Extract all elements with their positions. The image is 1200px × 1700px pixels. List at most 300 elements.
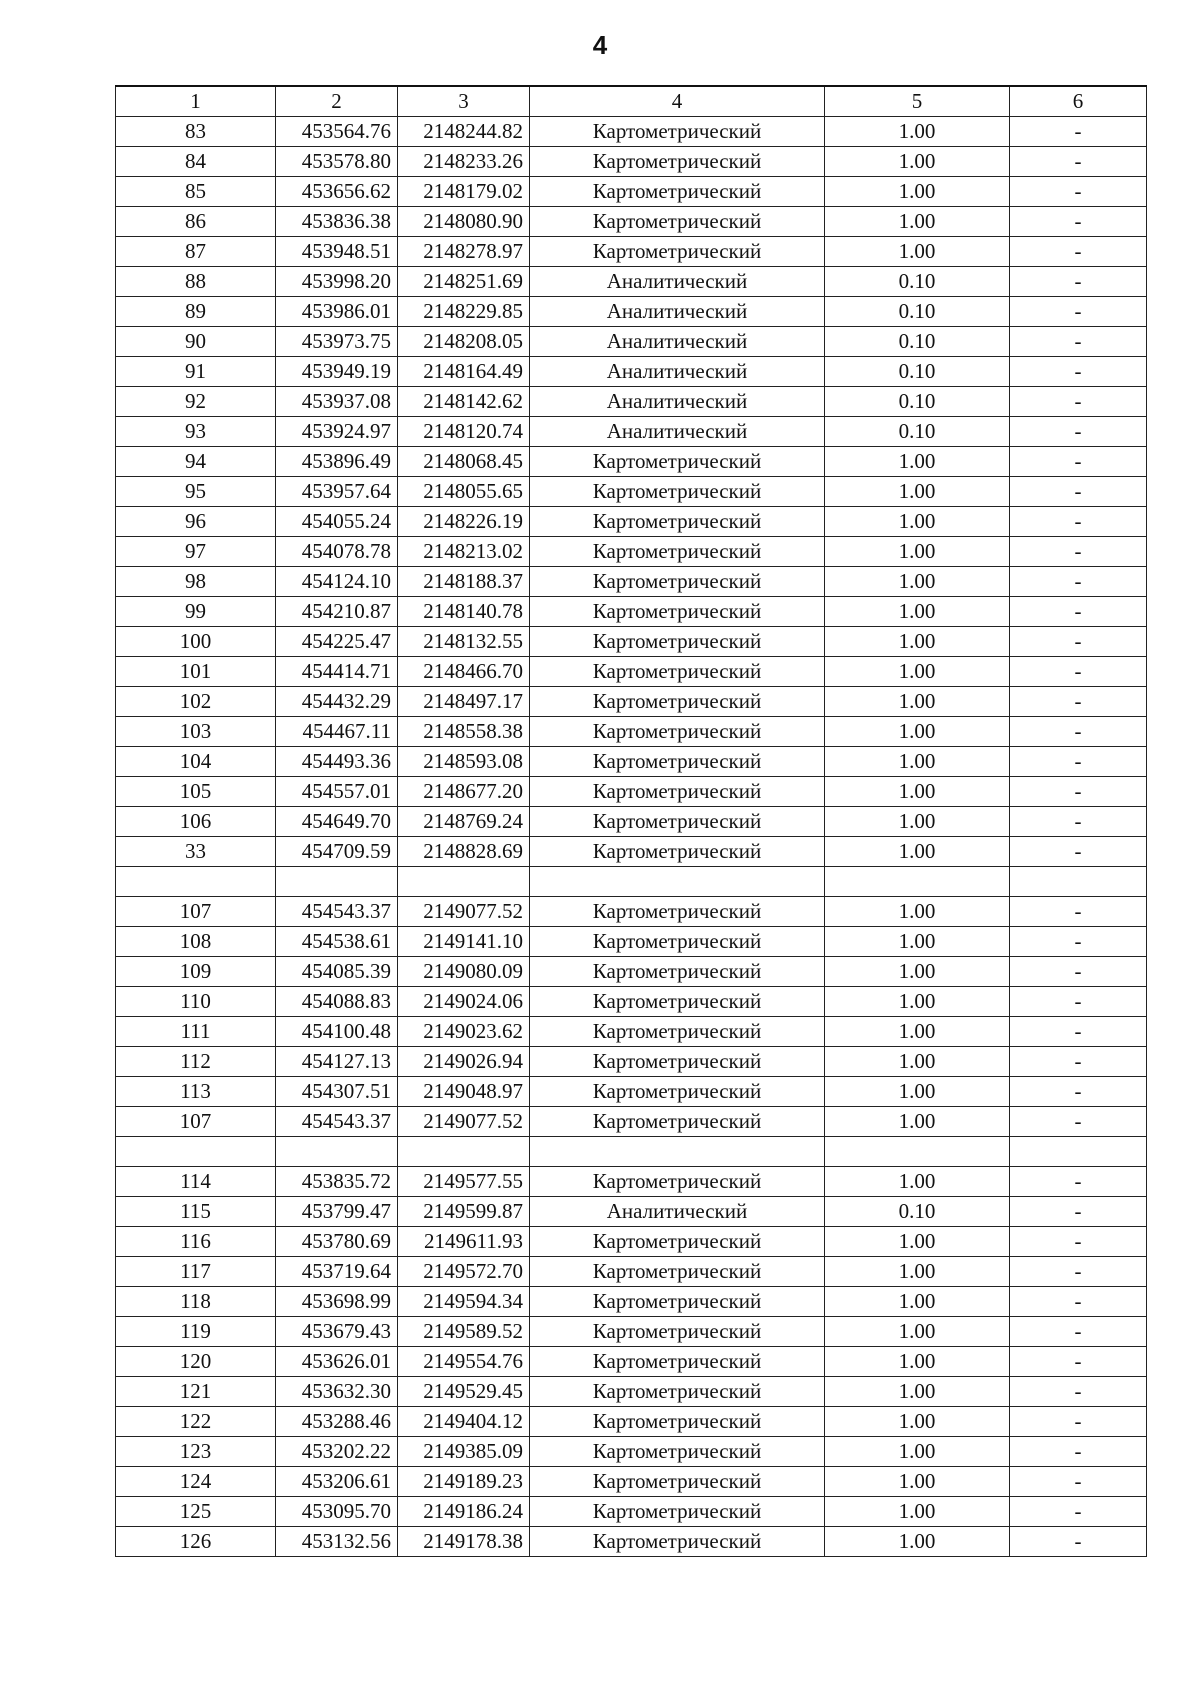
accuracy-cell: 1.00 (825, 1227, 1010, 1257)
point-number-cell: 110 (116, 987, 276, 1017)
accuracy-cell: 1.00 (825, 1017, 1010, 1047)
x-coordinate-cell: 453998.20 (276, 267, 398, 297)
note-cell: - (1010, 177, 1147, 207)
note-cell (1010, 867, 1147, 897)
y-coordinate-cell: 2149589.52 (398, 1317, 530, 1347)
method-cell: Аналитический (530, 387, 825, 417)
note-cell: - (1010, 1017, 1147, 1047)
method-cell: Аналитический (530, 417, 825, 447)
accuracy-cell: 0.10 (825, 267, 1010, 297)
note-cell: - (1010, 267, 1147, 297)
x-coordinate-cell: 453698.99 (276, 1287, 398, 1317)
table-row (116, 1377, 1147, 1407)
point-number-cell: 111 (116, 1017, 276, 1047)
method-cell: Картометрический (530, 447, 825, 477)
table-row (116, 237, 1147, 267)
point-number-cell: 123 (116, 1437, 276, 1467)
accuracy-cell: 1.00 (825, 1527, 1010, 1557)
column-header: 6 (1010, 86, 1147, 117)
x-coordinate-cell: 454414.71 (276, 657, 398, 687)
x-coordinate-cell: 453948.51 (276, 237, 398, 267)
note-cell: - (1010, 327, 1147, 357)
x-coordinate-cell: 453780.69 (276, 1227, 398, 1257)
y-coordinate-cell: 2149077.52 (398, 897, 530, 927)
accuracy-cell: 1.00 (825, 1347, 1010, 1377)
point-number-cell: 126 (116, 1527, 276, 1557)
note-cell: - (1010, 807, 1147, 837)
table-row (116, 957, 1147, 987)
x-coordinate-cell (276, 1137, 398, 1167)
x-coordinate-cell: 454538.61 (276, 927, 398, 957)
note-cell: - (1010, 597, 1147, 627)
y-coordinate-cell: 2148828.69 (398, 837, 530, 867)
y-coordinate-cell: 2149141.10 (398, 927, 530, 957)
x-coordinate-cell: 453202.22 (276, 1437, 398, 1467)
method-cell: Картометрический (530, 927, 825, 957)
accuracy-cell: 1.00 (825, 1047, 1010, 1077)
method-cell: Картометрический (530, 837, 825, 867)
x-coordinate-cell: 454088.83 (276, 987, 398, 1017)
accuracy-cell: 1.00 (825, 1407, 1010, 1437)
x-coordinate-cell: 453288.46 (276, 1407, 398, 1437)
y-coordinate-cell: 2148677.20 (398, 777, 530, 807)
x-coordinate-cell: 454085.39 (276, 957, 398, 987)
point-number-cell: 96 (116, 507, 276, 537)
note-cell: - (1010, 357, 1147, 387)
x-coordinate-cell: 453719.64 (276, 1257, 398, 1287)
x-coordinate-cell: 453835.72 (276, 1167, 398, 1197)
note-cell (1010, 1137, 1147, 1167)
y-coordinate-cell: 2149024.06 (398, 987, 530, 1017)
x-coordinate-cell: 454055.24 (276, 507, 398, 537)
point-number-cell: 125 (116, 1497, 276, 1527)
table-row (116, 177, 1147, 207)
separator-row (116, 867, 1147, 897)
table-row (116, 1017, 1147, 1047)
method-cell: Картометрический (530, 1347, 825, 1377)
method-cell: Картометрический (530, 1407, 825, 1437)
note-cell: - (1010, 387, 1147, 417)
note-cell: - (1010, 537, 1147, 567)
point-number-cell: 106 (116, 807, 276, 837)
table-body (116, 117, 1147, 1557)
method-cell: Картометрический (530, 507, 825, 537)
method-cell: Аналитический (530, 327, 825, 357)
y-coordinate-cell: 2148466.70 (398, 657, 530, 687)
note-cell: - (1010, 1047, 1147, 1077)
method-cell: Картометрический (530, 987, 825, 1017)
point-number-cell: 107 (116, 897, 276, 927)
table-row (116, 357, 1147, 387)
point-number-cell: 91 (116, 357, 276, 387)
method-cell: Картометрический (530, 567, 825, 597)
table-row (116, 267, 1147, 297)
separator-row (116, 1137, 1147, 1167)
accuracy-cell: 0.10 (825, 357, 1010, 387)
y-coordinate-cell: 2148140.78 (398, 597, 530, 627)
accuracy-cell: 1.00 (825, 1467, 1010, 1497)
note-cell: - (1010, 1527, 1147, 1557)
y-coordinate-cell: 2148769.24 (398, 807, 530, 837)
y-coordinate-cell: 2149572.70 (398, 1257, 530, 1287)
x-coordinate-cell: 453656.62 (276, 177, 398, 207)
table-row (116, 507, 1147, 537)
table-row (116, 477, 1147, 507)
table-row (116, 1257, 1147, 1287)
note-cell: - (1010, 147, 1147, 177)
note-cell: - (1010, 747, 1147, 777)
table-row (116, 837, 1147, 867)
method-cell: Аналитический (530, 1197, 825, 1227)
x-coordinate-cell: 453924.97 (276, 417, 398, 447)
method-cell (530, 867, 825, 897)
y-coordinate-cell: 2148233.26 (398, 147, 530, 177)
point-number-cell: 90 (116, 327, 276, 357)
method-cell: Аналитический (530, 357, 825, 387)
y-coordinate-cell: 2148179.02 (398, 177, 530, 207)
x-coordinate-cell: 454649.70 (276, 807, 398, 837)
note-cell: - (1010, 777, 1147, 807)
table-row (116, 1527, 1147, 1557)
note-cell: - (1010, 837, 1147, 867)
table-row (116, 1467, 1147, 1497)
table-row (116, 717, 1147, 747)
method-cell: Картометрический (530, 177, 825, 207)
method-cell: Картометрический (530, 597, 825, 627)
point-number-cell: 86 (116, 207, 276, 237)
y-coordinate-cell: 2148055.65 (398, 477, 530, 507)
accuracy-cell: 1.00 (825, 1437, 1010, 1467)
note-cell: - (1010, 1107, 1147, 1137)
accuracy-cell: 1.00 (825, 537, 1010, 567)
x-coordinate-cell: 454467.11 (276, 717, 398, 747)
x-coordinate-cell: 453564.76 (276, 117, 398, 147)
column-header: 3 (398, 86, 530, 117)
y-coordinate-cell: 2148244.82 (398, 117, 530, 147)
table-row (116, 1047, 1147, 1077)
method-cell: Аналитический (530, 267, 825, 297)
x-coordinate-cell: 453679.43 (276, 1317, 398, 1347)
point-number-cell: 97 (116, 537, 276, 567)
table-row (116, 777, 1147, 807)
accuracy-cell: 1.00 (825, 687, 1010, 717)
note-cell: - (1010, 507, 1147, 537)
y-coordinate-cell: 2149577.55 (398, 1167, 530, 1197)
method-cell: Картометрический (530, 1287, 825, 1317)
y-coordinate-cell: 2148497.17 (398, 687, 530, 717)
table-row (116, 297, 1147, 327)
method-cell: Картометрический (530, 807, 825, 837)
point-number-cell: 98 (116, 567, 276, 597)
table-row (116, 927, 1147, 957)
point-number-cell: 116 (116, 1227, 276, 1257)
y-coordinate-cell: 2149178.38 (398, 1527, 530, 1557)
point-number-cell: 87 (116, 237, 276, 267)
point-number-cell: 114 (116, 1167, 276, 1197)
method-cell: Картометрический (530, 1047, 825, 1077)
column-header: 4 (530, 86, 825, 117)
x-coordinate-cell: 453626.01 (276, 1347, 398, 1377)
table-row (116, 657, 1147, 687)
y-coordinate-cell: 2149077.52 (398, 1107, 530, 1137)
accuracy-cell: 1.00 (825, 1287, 1010, 1317)
y-coordinate-cell (398, 1137, 530, 1167)
point-number-cell: 89 (116, 297, 276, 327)
x-coordinate-cell: 454100.48 (276, 1017, 398, 1047)
point-number-cell: 122 (116, 1407, 276, 1437)
accuracy-cell: 1.00 (825, 837, 1010, 867)
x-coordinate-cell: 454432.29 (276, 687, 398, 717)
accuracy-cell: 1.00 (825, 927, 1010, 957)
table-row (116, 1107, 1147, 1137)
note-cell: - (1010, 987, 1147, 1017)
x-coordinate-cell: 454127.13 (276, 1047, 398, 1077)
note-cell: - (1010, 1257, 1147, 1287)
x-coordinate-cell: 454210.87 (276, 597, 398, 627)
accuracy-cell: 1.00 (825, 597, 1010, 627)
note-cell: - (1010, 1407, 1147, 1437)
table-row (116, 1287, 1147, 1317)
point-number-cell: 124 (116, 1467, 276, 1497)
point-number-cell: 100 (116, 627, 276, 657)
point-number-cell: 115 (116, 1197, 276, 1227)
accuracy-cell: 0.10 (825, 327, 1010, 357)
point-number-cell: 95 (116, 477, 276, 507)
table-row (116, 537, 1147, 567)
method-cell: Картометрический (530, 627, 825, 657)
x-coordinate-cell: 453937.08 (276, 387, 398, 417)
method-cell: Картометрический (530, 1167, 825, 1197)
y-coordinate-cell: 2148278.97 (398, 237, 530, 267)
method-cell: Картометрический (530, 1257, 825, 1287)
y-coordinate-cell: 2148142.62 (398, 387, 530, 417)
accuracy-cell: 1.00 (825, 1377, 1010, 1407)
table-row (116, 1167, 1147, 1197)
y-coordinate-cell: 2149404.12 (398, 1407, 530, 1437)
y-coordinate-cell: 2148132.55 (398, 627, 530, 657)
y-coordinate-cell: 2148208.05 (398, 327, 530, 357)
point-number-cell: 109 (116, 957, 276, 987)
accuracy-cell: 1.00 (825, 657, 1010, 687)
method-cell: Картометрический (530, 1077, 825, 1107)
accuracy-cell: 0.10 (825, 1197, 1010, 1227)
accuracy-cell: 1.00 (825, 207, 1010, 237)
accuracy-cell: 1.00 (825, 477, 1010, 507)
table-row (116, 627, 1147, 657)
note-cell: - (1010, 1347, 1147, 1377)
note-cell: - (1010, 207, 1147, 237)
note-cell: - (1010, 1437, 1147, 1467)
table-row (116, 387, 1147, 417)
note-cell: - (1010, 1077, 1147, 1107)
note-cell: - (1010, 1227, 1147, 1257)
x-coordinate-cell: 454225.47 (276, 627, 398, 657)
y-coordinate-cell: 2149594.34 (398, 1287, 530, 1317)
table-row (116, 897, 1147, 927)
point-number-cell: 103 (116, 717, 276, 747)
y-coordinate-cell: 2149026.94 (398, 1047, 530, 1077)
point-number-cell: 105 (116, 777, 276, 807)
x-coordinate-cell: 453896.49 (276, 447, 398, 477)
point-number-cell: 113 (116, 1077, 276, 1107)
point-number-cell: 119 (116, 1317, 276, 1347)
y-coordinate-cell: 2148593.08 (398, 747, 530, 777)
method-cell: Картометрический (530, 1437, 825, 1467)
accuracy-cell (825, 867, 1010, 897)
x-coordinate-cell: 454493.36 (276, 747, 398, 777)
table-row (116, 1317, 1147, 1347)
point-number-cell: 108 (116, 927, 276, 957)
x-coordinate-cell: 454709.59 (276, 837, 398, 867)
x-coordinate-cell: 454078.78 (276, 537, 398, 567)
table-row (116, 1197, 1147, 1227)
column-header: 5 (825, 86, 1010, 117)
method-cell: Картометрический (530, 1107, 825, 1137)
x-coordinate-cell (276, 867, 398, 897)
x-coordinate-cell: 453132.56 (276, 1527, 398, 1557)
y-coordinate-cell: 2149186.24 (398, 1497, 530, 1527)
x-coordinate-cell: 453957.64 (276, 477, 398, 507)
accuracy-cell: 1.00 (825, 447, 1010, 477)
note-cell: - (1010, 657, 1147, 687)
method-cell: Картометрический (530, 1467, 825, 1497)
x-coordinate-cell: 453799.47 (276, 1197, 398, 1227)
accuracy-cell: 1.00 (825, 627, 1010, 657)
x-coordinate-cell: 454124.10 (276, 567, 398, 597)
note-cell: - (1010, 1167, 1147, 1197)
accuracy-cell: 1.00 (825, 177, 1010, 207)
y-coordinate-cell: 2148164.49 (398, 357, 530, 387)
table-row (116, 687, 1147, 717)
table-row (116, 1497, 1147, 1527)
table-header-row (116, 86, 1147, 117)
point-number-cell: 88 (116, 267, 276, 297)
table-row (116, 567, 1147, 597)
note-cell: - (1010, 1287, 1147, 1317)
y-coordinate-cell: 2148080.90 (398, 207, 530, 237)
note-cell: - (1010, 687, 1147, 717)
method-cell: Картометрический (530, 747, 825, 777)
x-coordinate-cell: 453973.75 (276, 327, 398, 357)
y-coordinate-cell: 2149554.76 (398, 1347, 530, 1377)
accuracy-cell: 1.00 (825, 1257, 1010, 1287)
method-cell: Картометрический (530, 117, 825, 147)
method-cell: Картометрический (530, 207, 825, 237)
accuracy-cell: 1.00 (825, 1077, 1010, 1107)
y-coordinate-cell: 2149189.23 (398, 1467, 530, 1497)
method-cell: Картометрический (530, 1377, 825, 1407)
accuracy-cell: 1.00 (825, 1107, 1010, 1137)
accuracy-cell: 1.00 (825, 807, 1010, 837)
method-cell: Картометрический (530, 1017, 825, 1047)
coordinates-table (115, 85, 1147, 1557)
point-number-cell: 99 (116, 597, 276, 627)
point-number-cell: 102 (116, 687, 276, 717)
table-row (116, 987, 1147, 1017)
table-row (116, 1227, 1147, 1257)
point-number-cell (116, 867, 276, 897)
x-coordinate-cell: 453578.80 (276, 147, 398, 177)
page-number: 4 (592, 30, 608, 60)
accuracy-cell: 1.00 (825, 147, 1010, 177)
note-cell: - (1010, 237, 1147, 267)
accuracy-cell: 1.00 (825, 567, 1010, 597)
x-coordinate-cell: 454543.37 (276, 1107, 398, 1137)
y-coordinate-cell: 2148068.45 (398, 447, 530, 477)
note-cell: - (1010, 927, 1147, 957)
accuracy-cell: 1.00 (825, 507, 1010, 537)
accuracy-cell: 1.00 (825, 1167, 1010, 1197)
note-cell: - (1010, 627, 1147, 657)
point-number-cell: 85 (116, 177, 276, 207)
accuracy-cell: 1.00 (825, 897, 1010, 927)
method-cell: Картометрический (530, 1527, 825, 1557)
accuracy-cell: 1.00 (825, 957, 1010, 987)
note-cell: - (1010, 477, 1147, 507)
table-row (116, 1077, 1147, 1107)
note-cell: - (1010, 957, 1147, 987)
accuracy-cell: 1.00 (825, 237, 1010, 267)
accuracy-cell: 1.00 (825, 717, 1010, 747)
note-cell: - (1010, 567, 1147, 597)
table-row (116, 747, 1147, 777)
table-row (116, 1437, 1147, 1467)
note-cell: - (1010, 717, 1147, 747)
method-cell: Аналитический (530, 297, 825, 327)
column-header: 2 (276, 86, 398, 117)
x-coordinate-cell: 454557.01 (276, 777, 398, 807)
point-number-cell (116, 1137, 276, 1167)
y-coordinate-cell: 2148188.37 (398, 567, 530, 597)
x-coordinate-cell: 453095.70 (276, 1497, 398, 1527)
y-coordinate-cell: 2149048.97 (398, 1077, 530, 1107)
point-number-cell: 120 (116, 1347, 276, 1377)
accuracy-cell: 1.00 (825, 1317, 1010, 1347)
note-cell: - (1010, 297, 1147, 327)
x-coordinate-cell: 454543.37 (276, 897, 398, 927)
point-number-cell: 92 (116, 387, 276, 417)
method-cell: Картометрический (530, 717, 825, 747)
method-cell: Картометрический (530, 657, 825, 687)
column-header: 1 (116, 86, 276, 117)
accuracy-cell: 0.10 (825, 297, 1010, 327)
method-cell: Картометрический (530, 1317, 825, 1347)
table-row (116, 1407, 1147, 1437)
accuracy-cell: 1.00 (825, 117, 1010, 147)
table-row (116, 207, 1147, 237)
accuracy-cell: 1.00 (825, 987, 1010, 1017)
point-number-cell: 101 (116, 657, 276, 687)
y-coordinate-cell: 2149611.93 (398, 1227, 530, 1257)
point-number-cell: 117 (116, 1257, 276, 1287)
table-row (116, 417, 1147, 447)
note-cell: - (1010, 1467, 1147, 1497)
table-row (116, 147, 1147, 177)
point-number-cell: 84 (116, 147, 276, 177)
table-row (116, 447, 1147, 477)
table-row (116, 1347, 1147, 1377)
y-coordinate-cell: 2149385.09 (398, 1437, 530, 1467)
note-cell: - (1010, 1317, 1147, 1347)
method-cell: Картометрический (530, 537, 825, 567)
table-row (116, 117, 1147, 147)
method-cell: Картометрический (530, 687, 825, 717)
table-row (116, 807, 1147, 837)
accuracy-cell: 1.00 (825, 1497, 1010, 1527)
y-coordinate-cell: 2149529.45 (398, 1377, 530, 1407)
method-cell: Картометрический (530, 237, 825, 267)
point-number-cell: 94 (116, 447, 276, 477)
